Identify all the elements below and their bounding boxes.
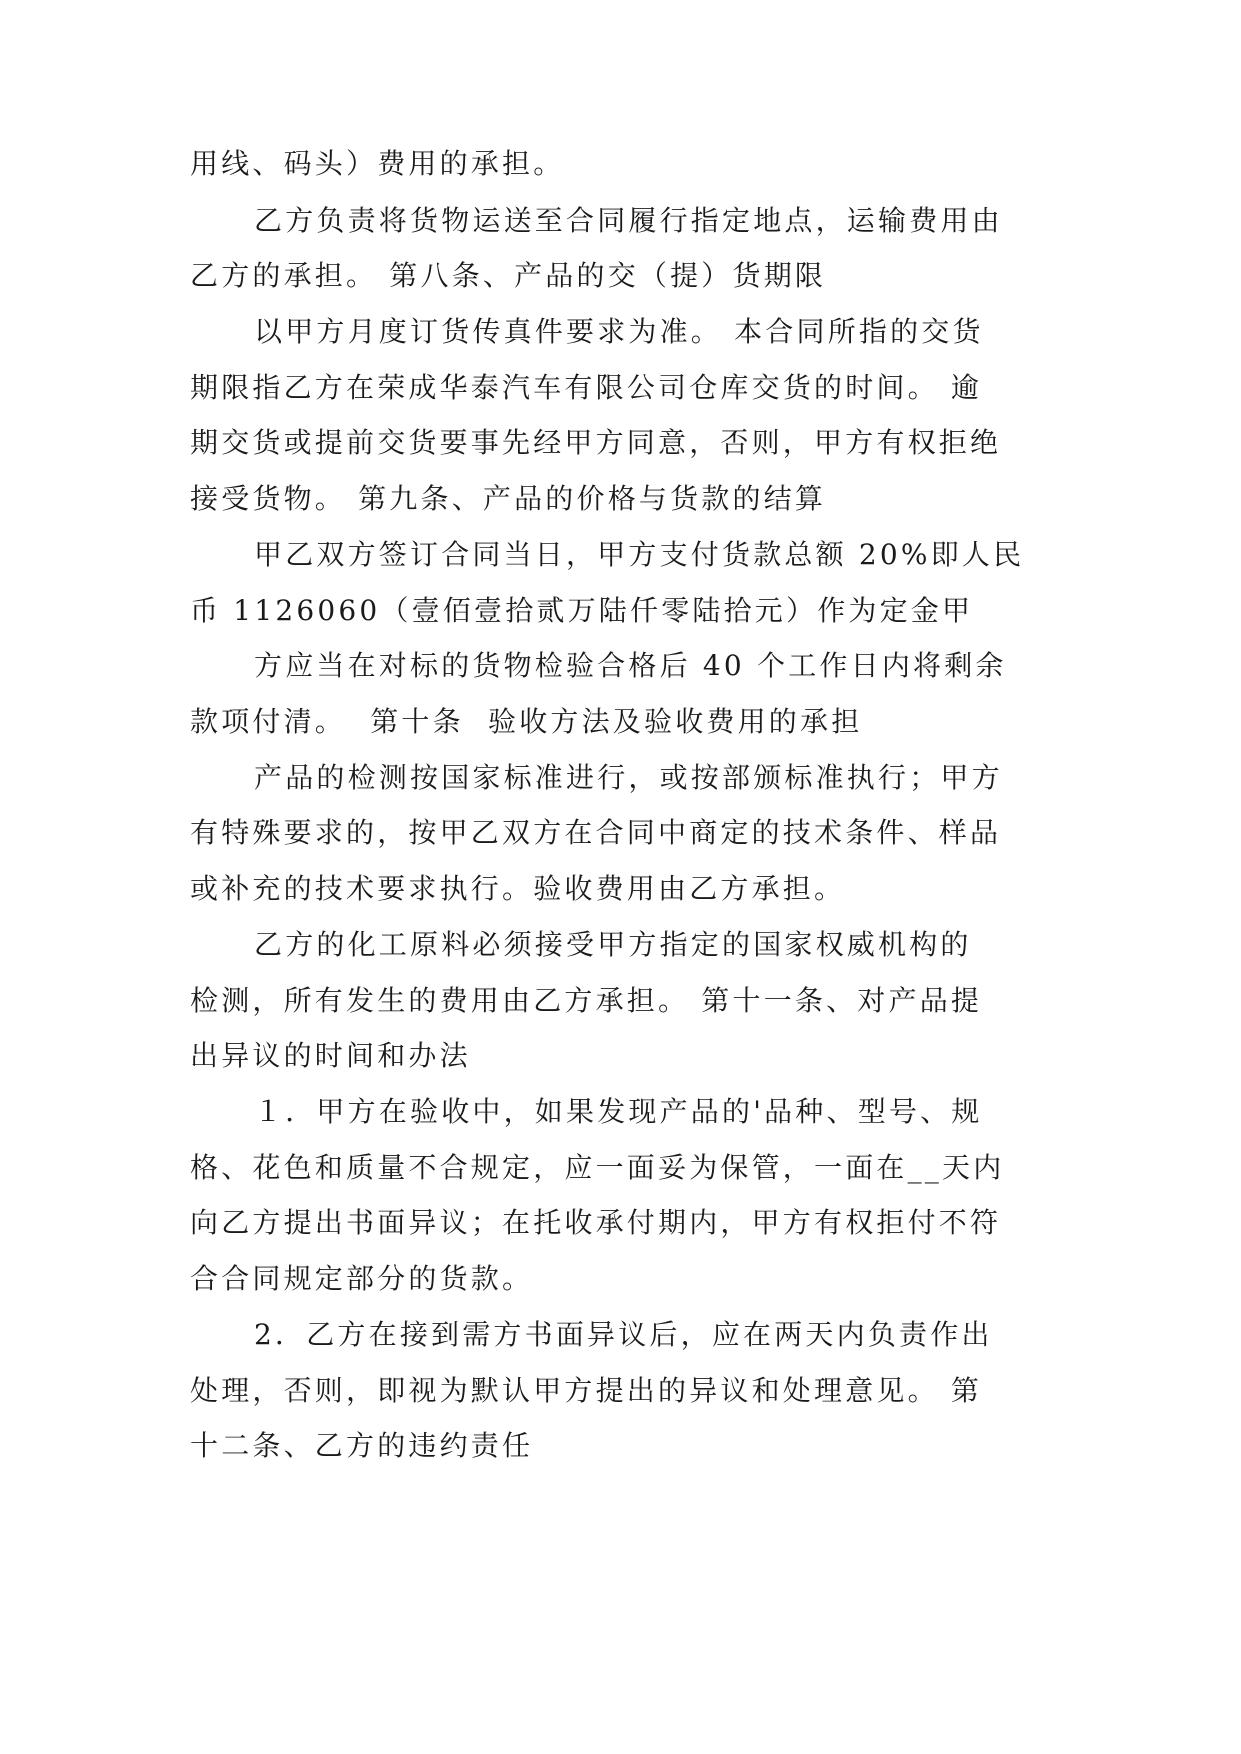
text-line: 检测，所有发生的费用由乙方承担。 第十一条、对产品提	[190, 984, 983, 1017]
text-line: 或补充的技术要求执行。验收费用由乙方承担。	[190, 872, 846, 905]
text-line: 十二条、乙方的违约责任	[190, 1429, 534, 1462]
text-line: 乙方的承担。 第八条、产品的交（提）货期限	[190, 259, 827, 292]
text-line: 乙方的化工原料必须接受甲方指定的国家权威机构的	[254, 928, 972, 961]
text-line: 甲乙双方签订合同当日，甲方支付货款总额 20%即人民	[254, 538, 1025, 571]
text-line: 接受货物。 第九条、产品的价格与货款的结算	[190, 482, 827, 515]
text-line: 方应当在对标的货物检验合格后 40 个工作日内将剩余	[254, 649, 1007, 682]
text-line: 款项付清。 第十条 验收方法及验收费用的承担	[190, 705, 863, 738]
text-line: 出异议的时间和办法	[190, 1039, 471, 1072]
text-line: 乙方负责将货物运送至合同履行指定地点，运输费用由	[254, 204, 1003, 237]
text-line: 期交货或提前交货要事先经甲方同意，否则，甲方有权拒绝	[190, 426, 1002, 459]
text-line: 向乙方提出书面异议；在托收承付期内，甲方有权拒付不符	[190, 1206, 1002, 1239]
text-line: 期限指乙方在荣成华泰汽车有限公司仓库交货的时间。 逾	[190, 371, 983, 404]
text-line: １．甲方在验收中，如果发现产品的'品种、型号、规	[254, 1095, 983, 1128]
text-line: 用线、码头）费用的承担。	[190, 147, 565, 180]
text-line: 2．乙方在接到需方书面异议后，应在两天内负责作出	[254, 1318, 993, 1351]
text-line: 产品的检测按国家标准进行，或按部颁标准执行；甲方	[254, 761, 1003, 794]
text-line: 以甲方月度订货传真件要求为准。 本合同所指的交货	[254, 315, 984, 348]
text-line: 有特殊要求的，按甲乙双方在合同中商定的技术条件、样品	[190, 816, 1002, 849]
text-line: 格、花色和质量不合规定，应一面妥为保管，一面在__天内	[190, 1151, 1005, 1184]
text-line: 处理，否则，即视为默认甲方提出的异议和处理意见。 第	[190, 1374, 983, 1407]
text-line: 币 1126060（壹佰壹拾贰万陆仟零陆拾元）作为定金甲	[190, 594, 974, 627]
text-line: 合合同规定部分的货款。	[190, 1262, 534, 1295]
